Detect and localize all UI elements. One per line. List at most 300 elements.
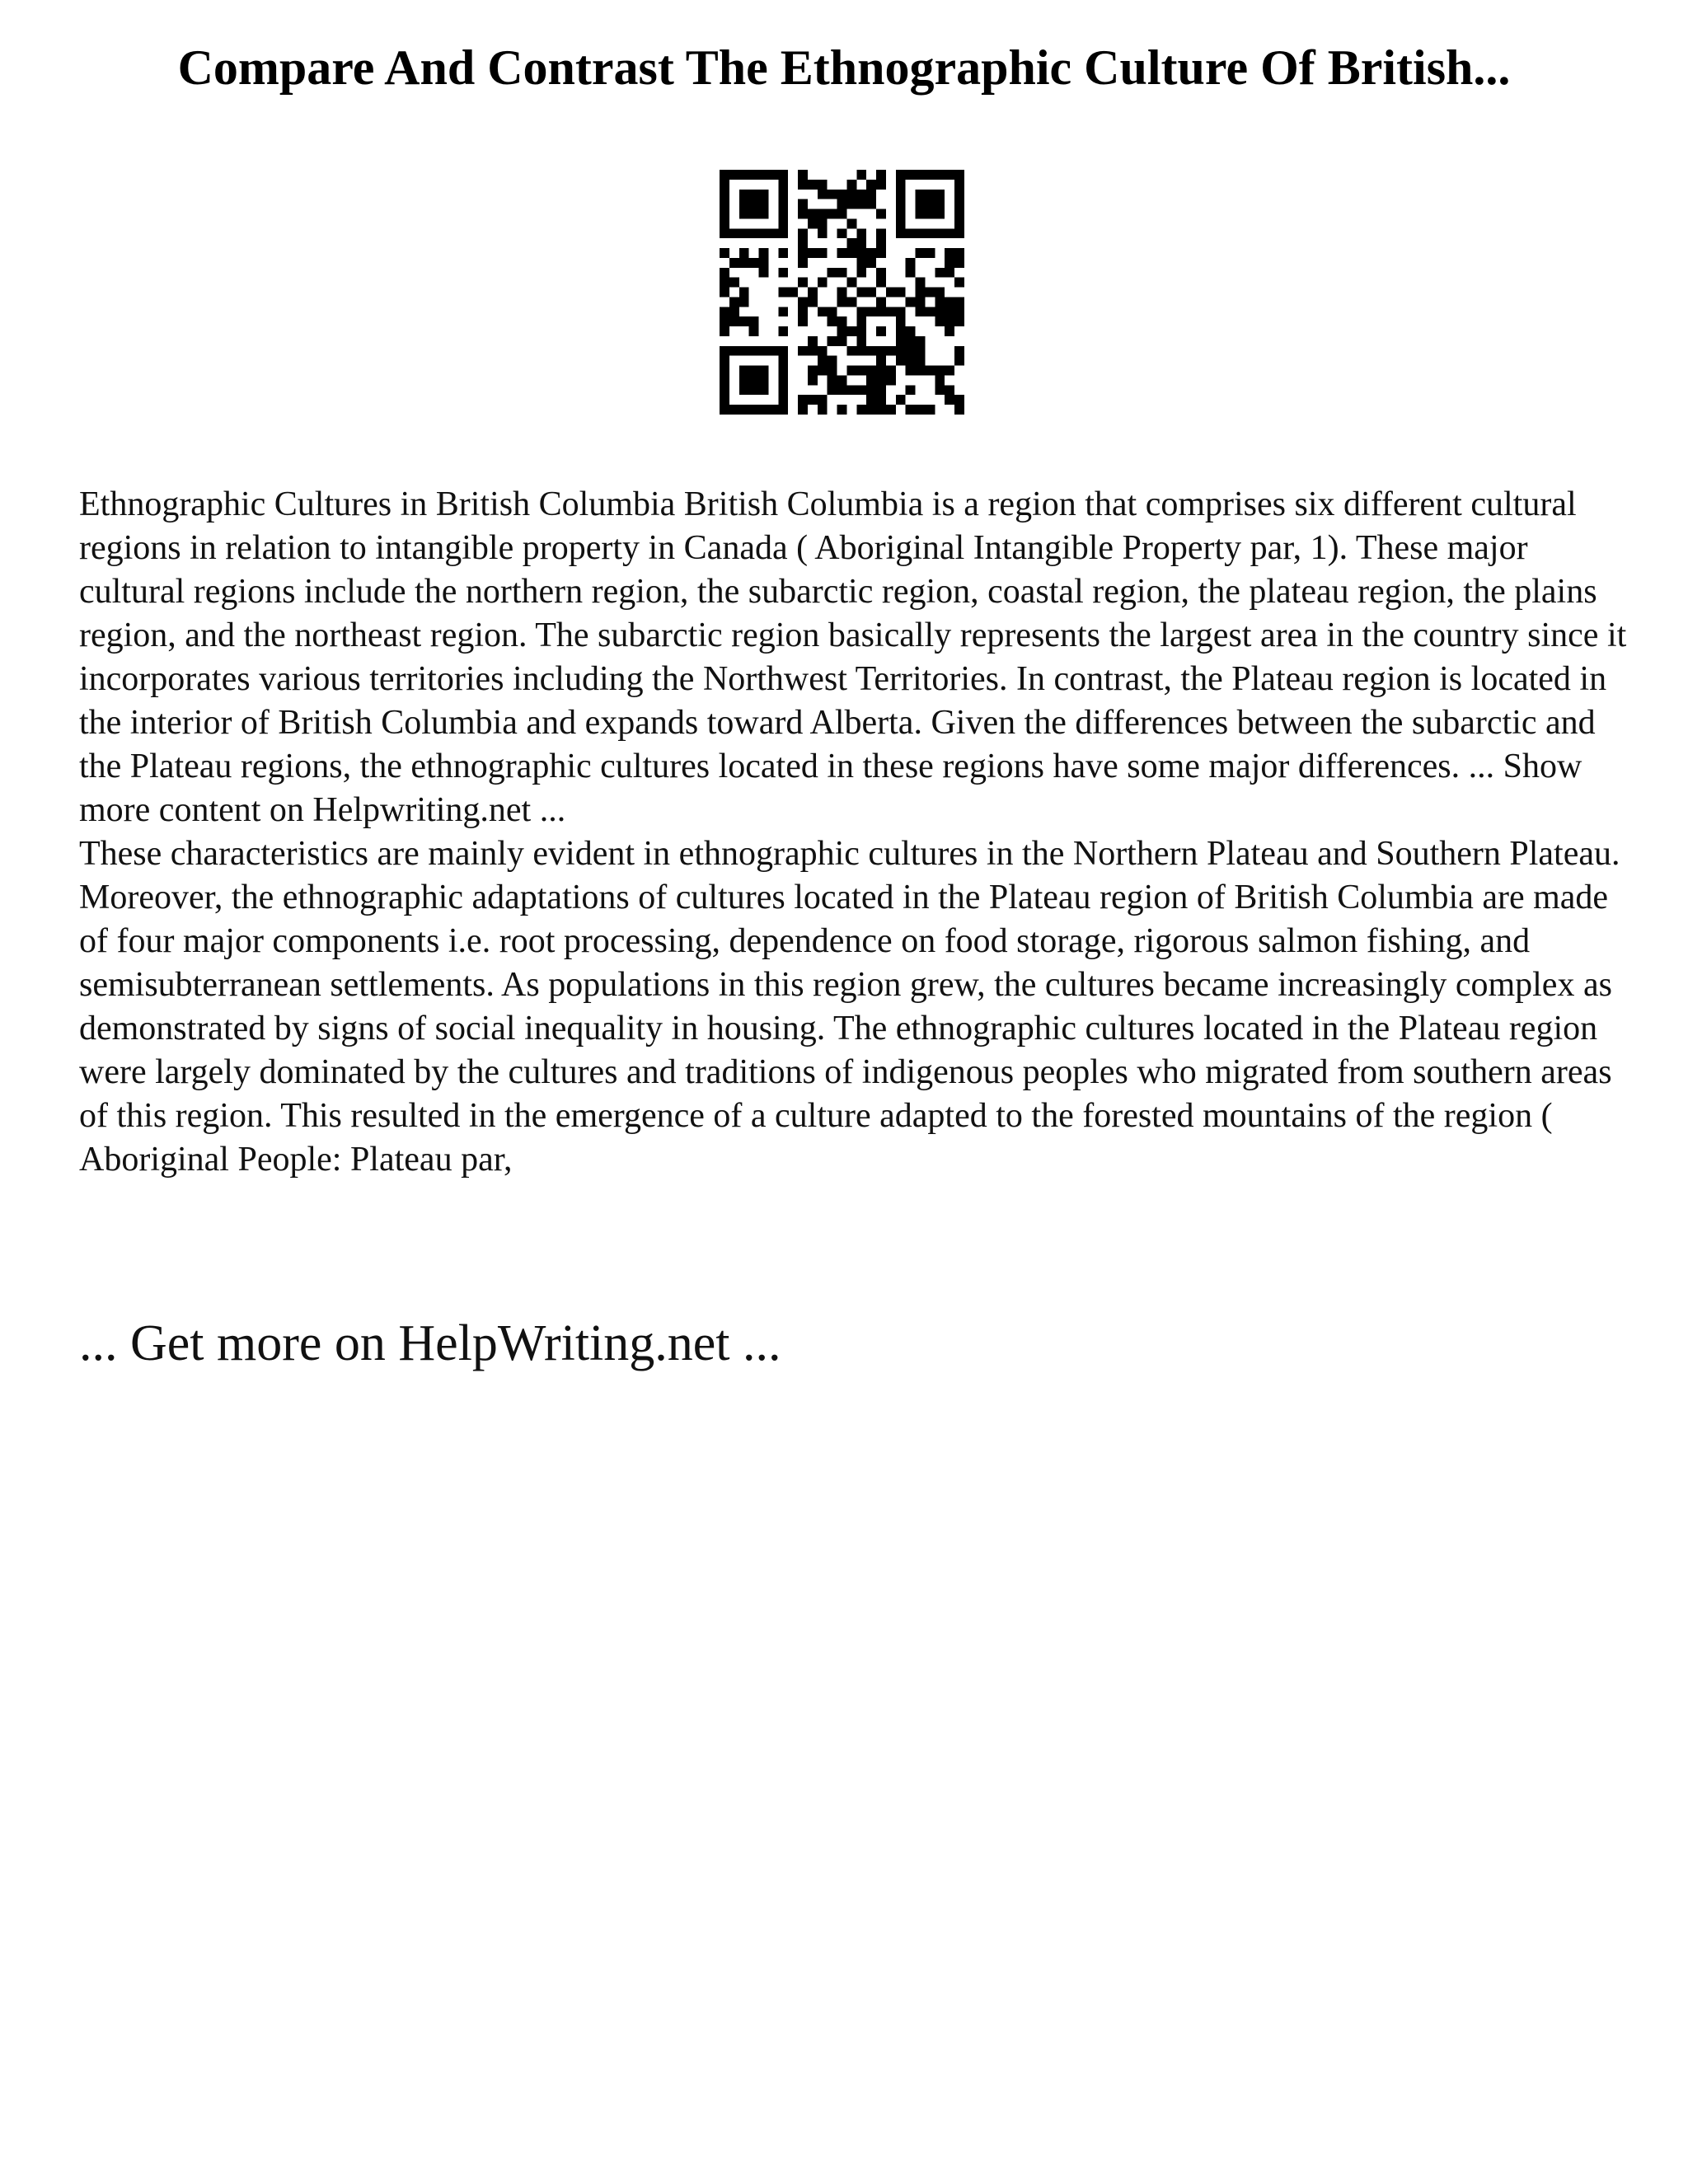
qr-module — [720, 268, 729, 278]
qr-module — [935, 316, 945, 326]
qr-module — [954, 346, 964, 356]
qr-module — [778, 248, 788, 258]
qr-module — [916, 346, 926, 356]
qr-module — [720, 395, 729, 405]
qr-module — [778, 405, 788, 415]
qr-module — [866, 258, 876, 268]
qr-module — [749, 199, 759, 209]
qr-module — [720, 190, 729, 199]
qr-module — [846, 297, 856, 307]
qr-module — [935, 268, 945, 278]
qr-module — [818, 248, 828, 258]
qr-module — [876, 278, 886, 288]
qr-module — [896, 190, 906, 199]
qr-module — [945, 316, 954, 326]
qr-module — [759, 209, 769, 219]
qr-module — [778, 218, 788, 228]
qr-module — [925, 228, 935, 238]
qr-module — [866, 375, 876, 385]
qr-module — [729, 228, 739, 238]
qr-module — [768, 405, 778, 415]
qr-module — [954, 307, 964, 316]
qr-module — [759, 405, 769, 415]
qr-module — [720, 199, 729, 209]
qr-module — [759, 268, 769, 278]
qr-module — [798, 199, 808, 209]
qr-module — [808, 395, 818, 405]
qr-module — [846, 366, 856, 376]
qr-module — [739, 228, 749, 238]
qr-module — [720, 366, 729, 376]
qr-module — [906, 258, 916, 268]
qr-module — [759, 248, 769, 258]
qr-module — [916, 228, 926, 238]
qr-module — [906, 336, 916, 346]
qr-module — [856, 190, 866, 199]
qr-module — [945, 170, 954, 180]
qr-code-graphic — [720, 170, 964, 415]
qr-module — [818, 278, 828, 288]
qr-module — [896, 346, 906, 356]
qr-module — [798, 405, 808, 415]
qr-module — [837, 336, 847, 346]
qr-module — [916, 336, 926, 346]
qr-module — [808, 346, 818, 356]
qr-module — [749, 228, 759, 238]
qr-module — [856, 307, 866, 316]
qr-module — [739, 199, 749, 209]
qr-module — [720, 228, 729, 238]
qr-module — [818, 356, 828, 366]
qr-module — [876, 346, 886, 356]
qr-module — [846, 238, 856, 248]
qr-module — [798, 248, 808, 258]
qr-module — [720, 385, 729, 395]
qr-module — [778, 375, 788, 385]
qr-module — [876, 385, 886, 395]
qr-module — [768, 346, 778, 356]
qr-module — [846, 248, 856, 258]
qr-module — [916, 209, 926, 219]
qr-module — [729, 307, 739, 316]
qr-module — [925, 170, 935, 180]
qr-module — [945, 258, 954, 268]
qr-module — [739, 297, 749, 307]
qr-module — [778, 288, 788, 298]
qr-module — [778, 268, 788, 278]
qr-module — [808, 375, 818, 385]
qr-module — [729, 297, 739, 307]
qr-module — [935, 228, 945, 238]
qr-module — [739, 375, 749, 385]
qr-module — [945, 366, 954, 376]
qr-module — [818, 180, 828, 190]
qr-module — [818, 307, 828, 316]
qr-module — [846, 218, 856, 228]
qr-module — [837, 385, 847, 395]
qr-module — [768, 170, 778, 180]
qr-module — [876, 180, 886, 190]
qr-module — [866, 307, 876, 316]
qr-module — [837, 297, 847, 307]
qr-module — [935, 288, 945, 298]
qr-module — [818, 366, 828, 376]
qr-module — [798, 395, 808, 405]
qr-module — [778, 170, 788, 180]
qr-module — [749, 316, 759, 326]
qr-module — [828, 356, 837, 366]
qr-module — [896, 199, 906, 209]
qr-module — [916, 248, 926, 258]
qr-module — [886, 288, 896, 298]
qr-module — [768, 228, 778, 238]
qr-module — [876, 228, 886, 238]
qr-module — [837, 248, 847, 258]
qr-module — [729, 278, 739, 288]
qr-module — [720, 278, 729, 288]
qr-module — [808, 180, 818, 190]
qr-module — [798, 180, 808, 190]
qr-module — [749, 170, 759, 180]
qr-module — [896, 288, 906, 298]
qr-module — [720, 375, 729, 385]
qr-module — [749, 366, 759, 376]
qr-module — [739, 288, 749, 298]
qr-module — [720, 356, 729, 366]
qr-module — [739, 209, 749, 219]
qr-module — [720, 218, 729, 228]
qr-module — [759, 366, 769, 376]
qr-module — [896, 218, 906, 228]
qr-module — [749, 209, 759, 219]
qr-module — [954, 356, 964, 366]
qr-module — [866, 199, 876, 209]
qr-module — [759, 170, 769, 180]
qr-module — [778, 190, 788, 199]
qr-module — [945, 395, 954, 405]
qr-module — [720, 405, 729, 415]
qr-module — [856, 346, 866, 356]
qr-module — [925, 209, 935, 219]
qr-module — [925, 199, 935, 209]
qr-module — [720, 180, 729, 190]
qr-module — [866, 366, 876, 376]
qr-module — [808, 297, 818, 307]
qr-module — [749, 258, 759, 268]
qr-module — [935, 190, 945, 199]
qr-module — [739, 346, 749, 356]
qr-module — [906, 356, 916, 366]
qr-module — [856, 268, 866, 278]
qr-module — [739, 366, 749, 376]
qr-module — [749, 326, 759, 336]
qr-module — [837, 405, 847, 415]
qr-module — [866, 385, 876, 395]
qr-module — [954, 199, 964, 209]
qr-code-icon — [720, 170, 964, 415]
qr-module — [856, 228, 866, 238]
qr-module — [954, 248, 964, 258]
qr-module — [828, 366, 837, 376]
qr-module — [808, 366, 818, 376]
qr-module — [798, 258, 808, 268]
qr-module — [954, 228, 964, 238]
qr-module — [720, 288, 729, 298]
qr-module — [808, 288, 818, 298]
qr-module — [896, 326, 906, 336]
qr-module — [837, 209, 847, 219]
qr-module — [729, 346, 739, 356]
qr-module — [906, 346, 916, 356]
qr-module — [828, 268, 837, 278]
qr-module — [945, 268, 954, 278]
qr-module — [778, 326, 788, 336]
qr-module — [935, 170, 945, 180]
qr-module — [778, 346, 788, 356]
qr-module — [886, 346, 896, 356]
qr-module — [798, 209, 808, 219]
qr-module — [954, 218, 964, 228]
qr-module — [856, 336, 866, 346]
qr-module — [954, 297, 964, 307]
qr-module — [759, 190, 769, 199]
qr-module — [876, 248, 886, 258]
qr-module — [759, 199, 769, 209]
qr-module — [954, 170, 964, 180]
qr-module — [778, 385, 788, 395]
qr-module — [798, 307, 808, 316]
qr-module — [896, 316, 906, 326]
qr-module — [778, 209, 788, 219]
qr-module — [739, 248, 749, 258]
qr-module — [896, 170, 906, 180]
qr-module — [954, 395, 964, 405]
qr-module — [778, 395, 788, 405]
qr-module — [866, 248, 876, 258]
qr-module — [925, 190, 935, 199]
qr-module — [739, 190, 749, 199]
qr-module — [856, 288, 866, 298]
qr-module — [916, 278, 926, 288]
article-body — [79, 483, 1629, 1182]
qr-module — [935, 297, 945, 307]
qr-module — [837, 199, 847, 209]
qr-module — [828, 209, 837, 219]
qr-module — [798, 297, 808, 307]
qr-module — [749, 190, 759, 199]
qr-module — [876, 238, 886, 248]
qr-module — [906, 268, 916, 278]
qr-module — [720, 316, 729, 326]
qr-module — [856, 366, 866, 376]
qr-module — [720, 209, 729, 219]
qr-module — [896, 228, 906, 238]
qr-module — [876, 307, 886, 316]
qr-module — [916, 307, 926, 316]
qr-module — [916, 199, 926, 209]
qr-module — [818, 209, 828, 219]
qr-module — [906, 170, 916, 180]
qr-module — [818, 218, 828, 228]
qr-module — [906, 326, 916, 336]
qr-module — [876, 209, 886, 219]
qr-module — [720, 346, 729, 356]
qr-module — [759, 346, 769, 356]
qr-module — [935, 209, 945, 219]
qr-module — [788, 288, 798, 298]
qr-module — [739, 316, 749, 326]
qr-module — [828, 385, 837, 395]
qr-module — [798, 228, 808, 238]
qr-module — [876, 395, 886, 405]
qr-module — [798, 238, 808, 248]
qr-module — [856, 258, 866, 268]
qr-module — [916, 288, 926, 298]
qr-module — [828, 307, 837, 316]
qr-module — [954, 405, 964, 415]
qr-module — [876, 268, 886, 278]
qr-module — [846, 199, 856, 209]
qr-module — [935, 385, 945, 395]
qr-module — [749, 375, 759, 385]
qr-module — [954, 190, 964, 199]
qr-module — [798, 346, 808, 356]
qr-module — [818, 228, 828, 238]
qr-module — [876, 375, 886, 385]
qr-module — [906, 228, 916, 238]
qr-module — [916, 405, 926, 415]
qr-module — [866, 346, 876, 356]
qr-module — [866, 405, 876, 415]
qr-module — [720, 307, 729, 316]
get-more-link[interactable]: ... Get more on HelpWriting.net ... — [79, 1315, 781, 1371]
qr-module — [886, 366, 896, 376]
qr-module — [739, 258, 749, 268]
qr-module — [906, 405, 916, 415]
qr-module — [759, 375, 769, 385]
qr-module — [808, 336, 818, 346]
qr-module — [828, 375, 837, 385]
qr-module — [837, 288, 847, 298]
qr-module — [935, 307, 945, 316]
qr-module — [749, 346, 759, 356]
qr-module — [954, 180, 964, 190]
qr-module — [896, 209, 906, 219]
qr-module — [856, 385, 866, 395]
qr-module — [925, 248, 935, 258]
qr-module — [729, 170, 739, 180]
qr-module — [759, 258, 769, 268]
qr-module — [778, 356, 788, 366]
qr-module — [828, 190, 837, 199]
qr-module — [798, 170, 808, 180]
page-title: Compare And Contrast The Ethnographic Culture Of British... — [177, 40, 1511, 95]
qr-module — [778, 228, 788, 238]
qr-module — [729, 316, 739, 326]
qr-module — [886, 307, 896, 316]
qr-module — [866, 395, 876, 405]
qr-module — [876, 297, 886, 307]
qr-module — [837, 316, 847, 326]
qr-module — [778, 366, 788, 376]
qr-module — [856, 170, 866, 180]
qr-module — [720, 170, 729, 180]
qr-module — [778, 307, 788, 316]
qr-module — [720, 248, 729, 258]
qr-module — [866, 190, 876, 199]
qr-module — [729, 258, 739, 268]
qr-module — [935, 375, 945, 385]
qr-module — [945, 248, 954, 258]
qr-module — [837, 326, 847, 336]
qr-module — [876, 356, 886, 366]
qr-module — [945, 385, 954, 395]
qr-module — [739, 170, 749, 180]
qr-module — [798, 316, 808, 326]
qr-module — [846, 180, 856, 190]
qr-module — [749, 405, 759, 415]
qr-module — [896, 395, 906, 405]
qr-module — [798, 278, 808, 288]
qr-module — [720, 326, 729, 336]
qr-module — [925, 366, 935, 376]
qr-module — [945, 297, 954, 307]
qr-module — [896, 356, 906, 366]
qr-module — [935, 366, 945, 376]
qr-module — [856, 238, 866, 248]
qr-module — [866, 180, 876, 190]
qr-module — [916, 366, 926, 376]
qr-module — [729, 405, 739, 415]
qr-module — [906, 297, 916, 307]
qr-module — [935, 199, 945, 209]
qr-module — [759, 385, 769, 395]
qr-module — [945, 307, 954, 316]
qr-module — [856, 405, 866, 415]
qr-module — [846, 385, 856, 395]
qr-module — [759, 228, 769, 238]
qr-module — [896, 336, 906, 346]
qr-module — [925, 307, 935, 316]
qr-module — [916, 170, 926, 180]
qr-module — [896, 307, 906, 316]
qr-module — [778, 199, 788, 209]
qr-module — [925, 405, 935, 415]
qr-module — [945, 228, 954, 238]
qr-module — [954, 209, 964, 219]
qr-module — [808, 209, 818, 219]
qr-module — [846, 190, 856, 199]
qr-module — [906, 385, 916, 395]
qr-module — [876, 366, 886, 376]
qr-module — [846, 326, 856, 336]
qr-module — [818, 405, 828, 415]
qr-module — [856, 326, 866, 336]
qr-module — [954, 316, 964, 326]
qr-module — [846, 278, 856, 288]
qr-module — [896, 180, 906, 190]
qr-module — [876, 326, 886, 336]
qr-module — [886, 375, 896, 385]
qr-module — [925, 288, 935, 298]
qr-module — [818, 395, 828, 405]
qr-module — [749, 385, 759, 395]
paragraph-1: Ethnographic Cultures in British Columbia British Columbia is a region that comprises six different cultural regions in relation to intangible property in Canada ( Aboriginal Intangible Property par, 1). These major cultural regions include the northern region, the subarctic region, coastal region, the plateau region, the plains region, and the northeast region. The subarctic region basically represents the largest area in the country since it incorporates various territories including the Northwest Territories. In contrast, the Plateau region is located in the interior of British Columbia and expands toward Alberta. Given the differences between the subarctic and the Plateau regions, the ethnographic cultures located in these regions have some major differences. ... Show more content on Helpwriting.net ... — [79, 485, 1627, 829]
qr-module — [886, 405, 896, 415]
qr-module — [739, 405, 749, 415]
qr-module — [808, 248, 818, 258]
qr-module — [916, 356, 926, 366]
